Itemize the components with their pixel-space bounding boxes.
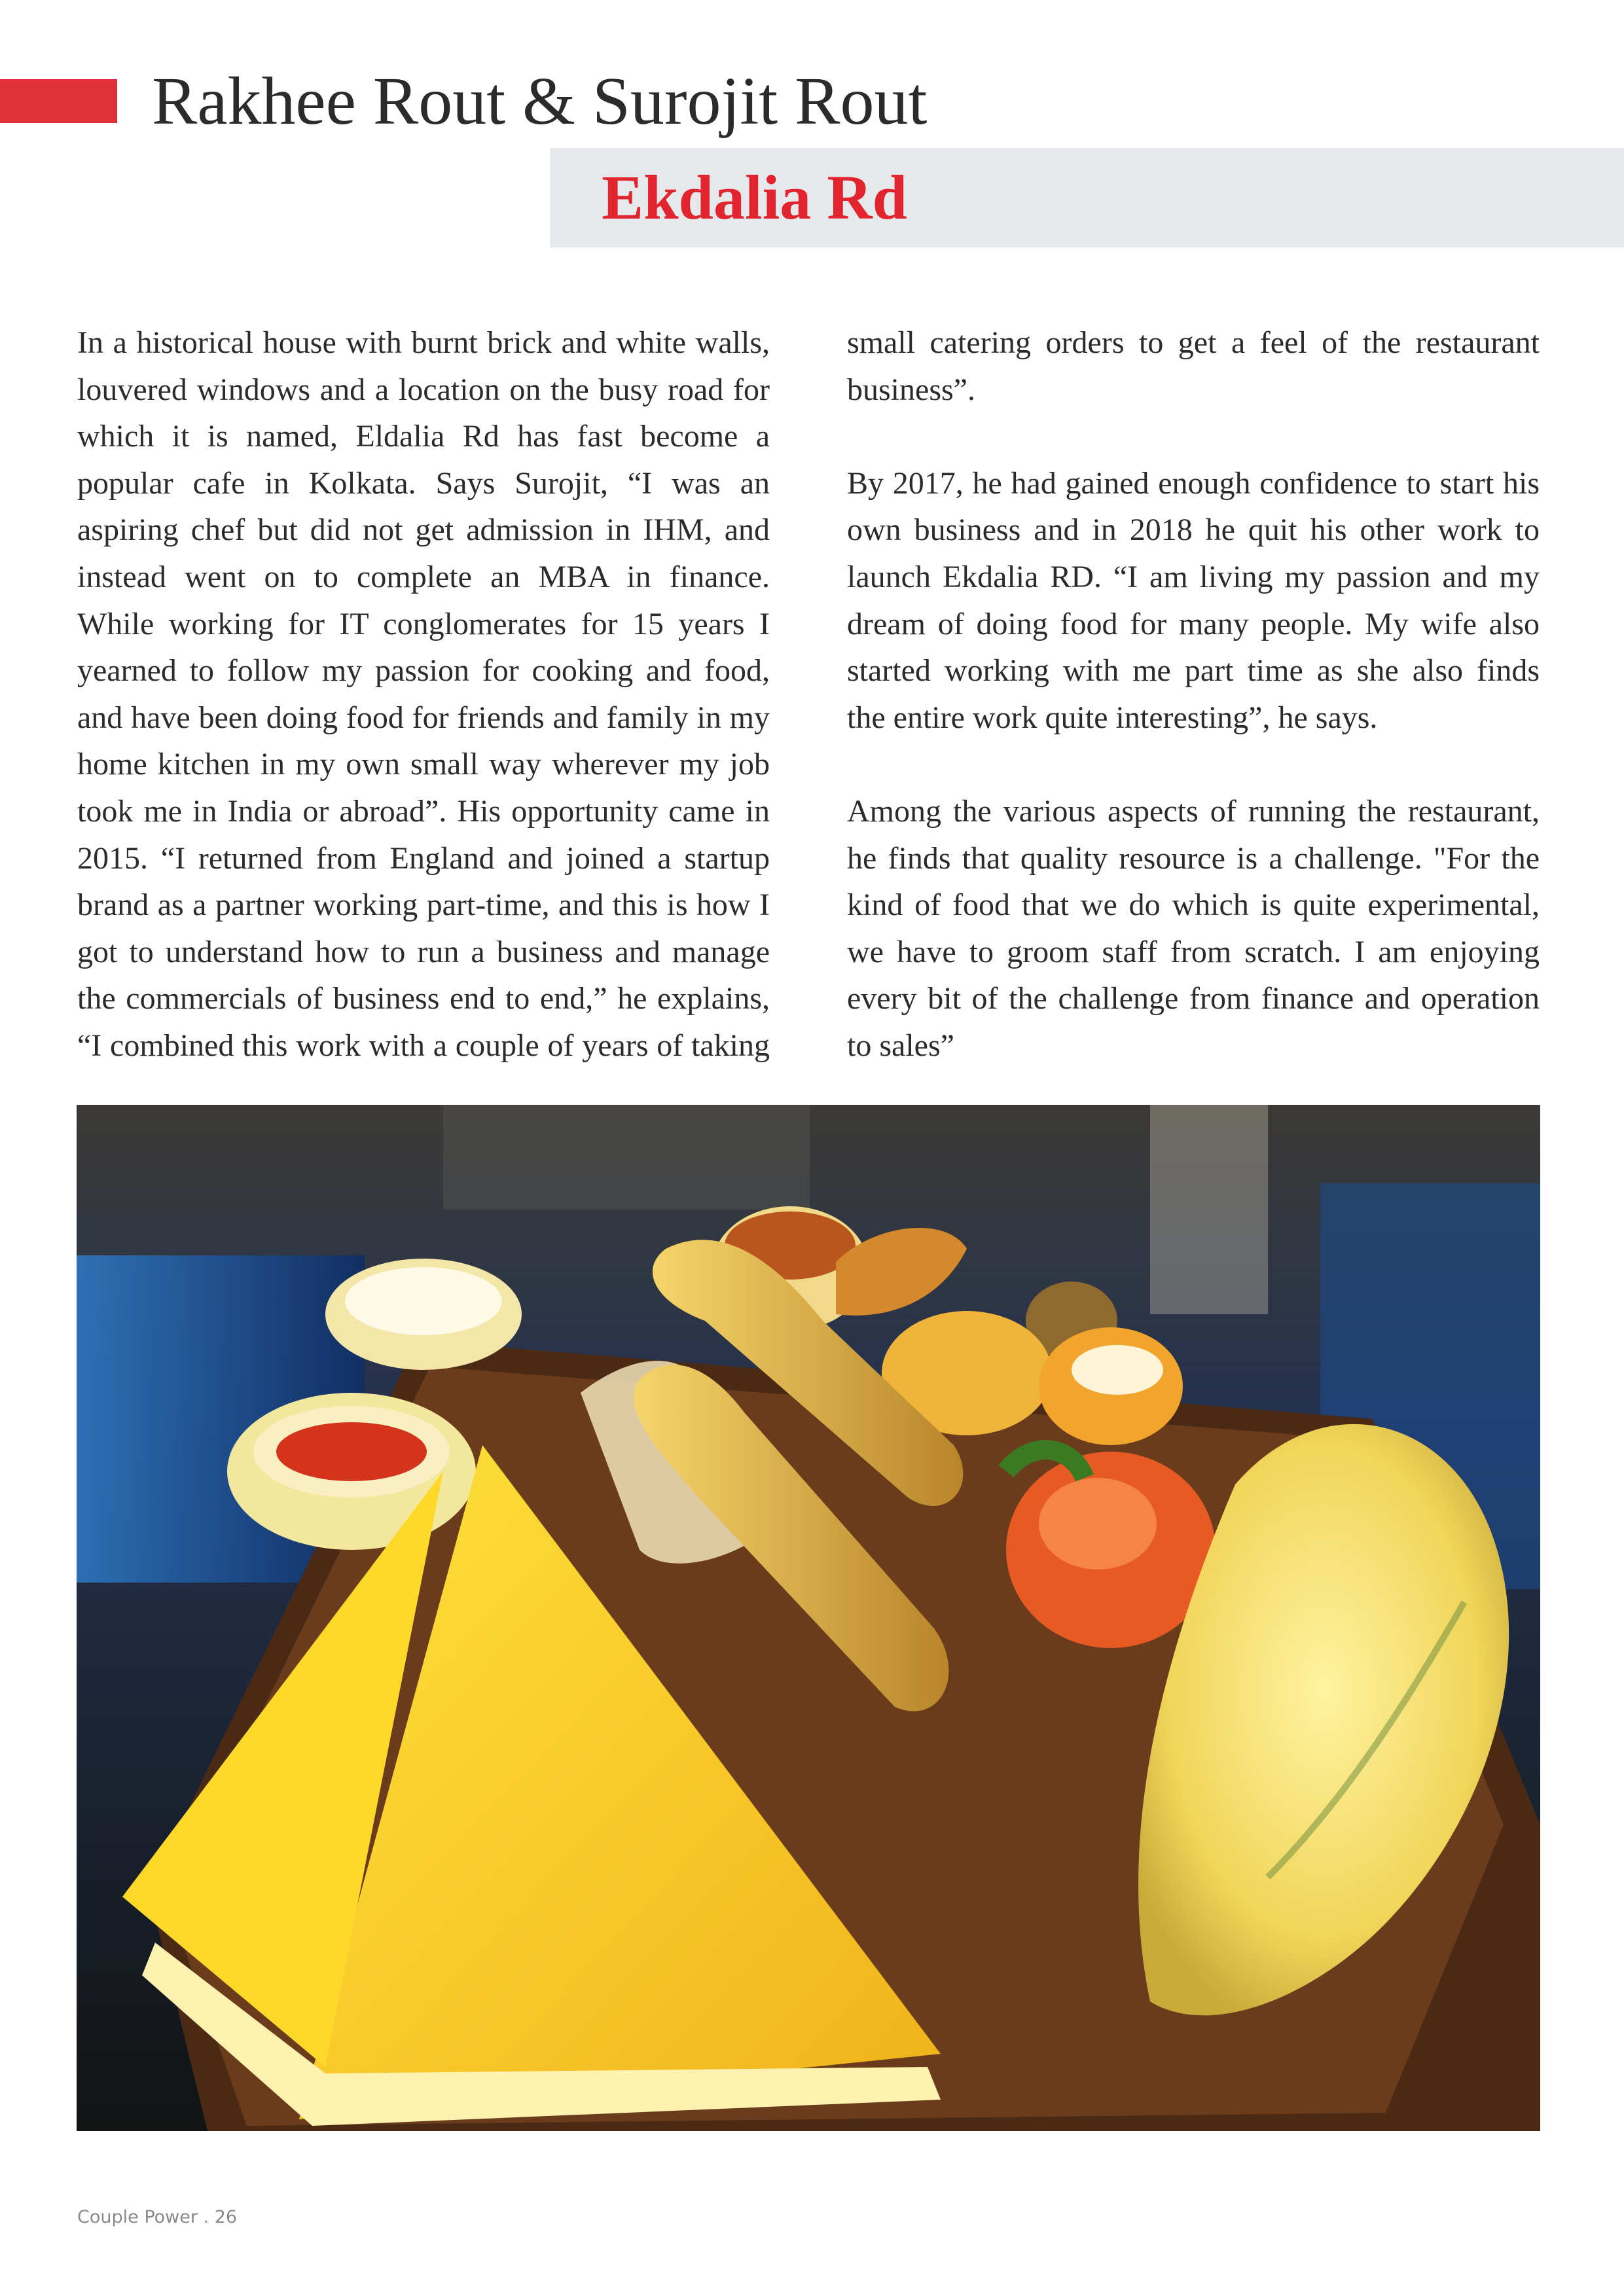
text-line: yearned to follow my passion for cooking and food, <box>77 653 770 689</box>
text-line: started working with me part time as she also finds <box>847 653 1540 689</box>
text-line: launch Ekdalia RD. “I am living my passion and my <box>847 559 1540 594</box>
paragraph-gap <box>847 741 1540 788</box>
text-line: got to understand how to run a business and manage <box>77 934 770 969</box>
text-line: In a historical house with burnt brick and white walls, <box>77 325 770 360</box>
text-line: Among the various aspects of running the restaurant, <box>847 793 1540 829</box>
article-column-left <box>77 319 770 1069</box>
page-title: Rakhee Rout & Surojit Rout <box>152 63 928 139</box>
text-line: “I combined this work with a couple of years of taking <box>77 1028 770 1063</box>
text-line: By 2017, he had gained enough confidence to start his <box>847 465 1540 501</box>
text-line: aspiring chef but did not get admission in IHM, and <box>77 512 770 548</box>
text-line: which it is named, Eldalia Rd has fast become a <box>77 419 770 454</box>
text-line: the entire work quite interesting”, he says. <box>847 700 1378 735</box>
text-line: popular cafe in Kolkata. Says Surojit, “I was an <box>77 465 770 501</box>
text-line: 2015. “I returned from England and joined a startup <box>77 840 770 876</box>
text-line: kind of food that we do which is quite experimental, <box>847 888 1540 923</box>
text-line: instead went on to complete an MBA in finance. <box>77 559 770 594</box>
page-footer: Couple Power . 26 <box>77 2207 238 2227</box>
text-line: own business and in 2018 he quit his other work to <box>847 512 1540 548</box>
text-line: took me in India or abroad”. His opportunity came in <box>77 793 770 829</box>
accent-bar <box>0 79 117 123</box>
text-line: dream of doing food for many people. My wife also <box>847 606 1540 641</box>
text-line: small catering orders to get a feel of the restaurant <box>847 325 1540 360</box>
restaurant-name: Ekdalia Rd <box>602 162 907 232</box>
text-line: he finds that quality resource is a challenge. "For the <box>847 840 1540 876</box>
text-line: While working for IT conglomerates for 15 years I <box>77 606 770 641</box>
article-column-right <box>847 319 1540 1069</box>
text-line: home kitchen in my own small way wherever my job <box>77 747 770 782</box>
paragraph-gap <box>847 413 1540 460</box>
text-line: to sales” <box>847 1028 954 1063</box>
text-line: brand as a partner working part-time, and this is how I <box>77 888 770 923</box>
text-line: and have been doing food for friends and family in my <box>77 700 770 735</box>
text-line: every bit of the challenge from finance and operation <box>847 981 1540 1016</box>
text-line: louvered windows and a location on the busy road for <box>77 372 770 407</box>
breakfast-platter-photo <box>77 1105 1540 2131</box>
text-line: the commercials of business end to end,” he explains, <box>77 981 770 1016</box>
text-line: we have to groom staff from scratch. I am enjoying <box>847 934 1540 969</box>
text-line: business”. <box>847 372 975 407</box>
